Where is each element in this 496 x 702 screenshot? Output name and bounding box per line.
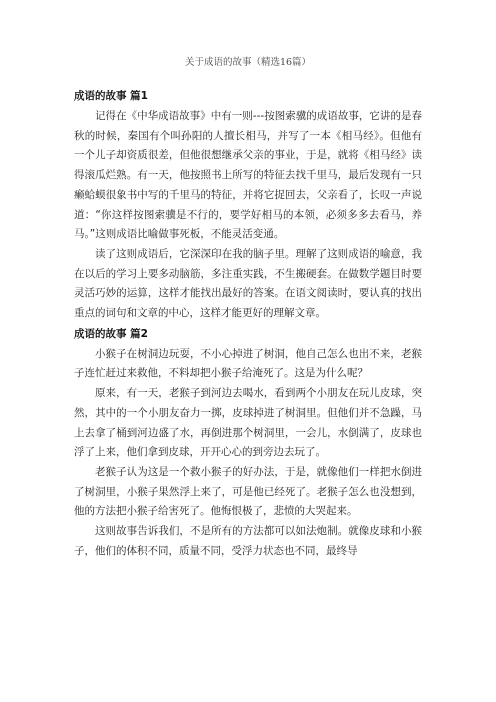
paragraph: 老猴子认为这是一个救小猴子的好办法，于是，就像他们一样把水倒进了树洞里，小猴子果然浮上来了，可是他已经死了。老猴子怎么也没想到，他的方法把小猴子给害死了。他悔恨极了，悲愤的大哭起来。 [74,465,422,518]
paragraph: 记得在《中华成语故事》中有一则---按图索骥的成语故事，它讲的是春秋的时候，秦国有个叫孙阳的人擅长相马，并写了一本《相马经》。但他有一个儿子却资质很差，但他很想继承父亲的事业，于是，就将《相马经》读得滚瓜烂熟。有一天，他按照书上所写的特征去找千里马，最后发现有一只癞蛤蟆很象书中写的千里马的特征，并将它捉回去，父亲看了，长叹一声说道：“你这样按图索骥是不行的，要学好相马的本领，必须多多去看马，养马。”这则成语比喻做事死板，不能灵活变通。 [74,110,422,241]
paragraph: 读了这则成语后，它深深印在我的脑子里。理解了这则成语的喻意，我在以后的学习上要多动脑筋，多注重实践，不生搬硬套。在做数学题目时要灵活巧妙的运算，这样才能找出最好的答案。在语文阅读时，要认真的找出重点的词句和文章的中心，这样才能更好的理解文章。 [74,247,422,320]
section-1 [74,86,422,324]
paragraph: 小猴子在树洞边玩耍，不小心掉进了树洞，他自己怎么也出不来，老猴子连忙赶过来救他，不料却把小猴子给淹死了。这是为什么呢？ [74,347,422,380]
section-heading: 成语的故事 篇1 [74,90,148,102]
section-heading: 成语的故事 篇2 [74,327,148,340]
paragraph: 这则故事告诉我们，不是所有的方法都可以如法炮制。就像皮球和小猴子，他们的体积不同，质量不同，受浮力状态也不同，最终导 [74,525,422,557]
section-2 [74,324,422,562]
document-title: 关于成语的故事（精选16篇） [184,57,312,68]
paragraph: 原来，有一天，老猴子到河边去喝水，看到两个小朋友在玩儿皮球，突然，其中的一个小朋友奋力一掷，皮球掉进了树洞里。但他们并不急躁，马上去拿了桶到河边盛了水，再倒进那个树洞里，一会儿，水倒满了，皮球也浮了上来，他们拿到皮球，开开心心的到旁边去玩了。 [74,387,422,459]
